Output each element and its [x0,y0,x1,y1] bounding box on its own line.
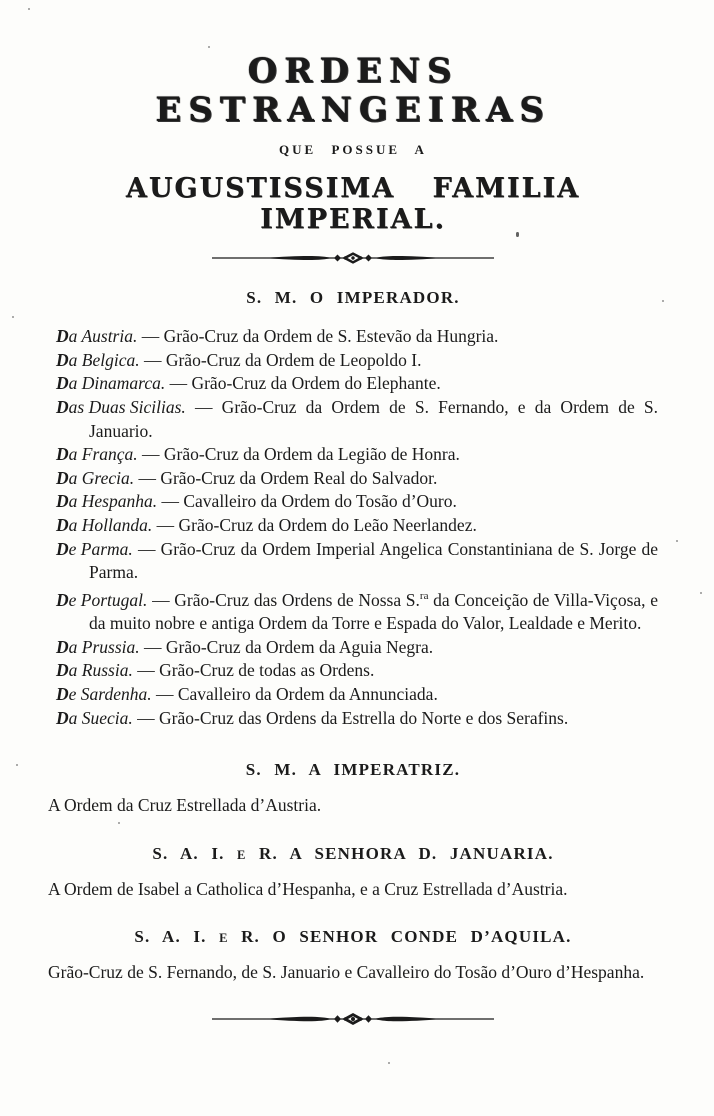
diamond-rule-icon [208,250,498,266]
country-label: Da Austria. [56,326,138,347]
ink-speck [700,592,702,594]
order-entry-portugal [56,585,658,636]
order-description: — Grão-Cruz da Ordem de S. Estevão da Hungria. [141,326,499,347]
country-label: De Sardenha. [56,683,152,704]
order-entry-austria [56,325,658,349]
order-description-post: da Conceição de Villa-Viçosa, e da muito nobre e antiga Ordem da Torre e Espada do Valor, Lealdade e Merito. [89,589,658,634]
order-entry-suecia [56,707,658,731]
section-conde-aquila [48,927,658,985]
divider-ornament-top [48,250,658,266]
heading-part: R. O SENHOR CONDE D’AQUILA. [241,927,572,947]
country-label: Da Prussia. [56,636,140,657]
country-label: Da Hollanda. [56,514,153,535]
order-description: — Grão-Cruz da Ordem do Elephante. [169,373,441,394]
section-heading-imperatriz: S. M. A IMPERATRIZ. [245,760,461,780]
country-label: De Parma. [56,538,133,559]
section-heading-conde-aquila [48,927,658,947]
order-description: — Grão-Cruz da Ordem da Legião de Honra. [142,444,460,465]
page-subtitle: QUE POSSUE A [279,142,427,158]
page-header [48,52,658,266]
order-entry-hollanda [56,514,658,538]
section-imperador [48,288,658,730]
order-description: — Grão-Cruz das Ordens da Estrella do Norte e dos Serafins. [137,707,569,728]
order-entry-sardenha [56,683,658,707]
ink-speck [388,1062,390,1064]
order-description: — Grão-Cruz da Ordem de S. Fernando, e da Ordem de S. Januario. [89,396,659,441]
ink-speck [516,232,519,237]
order-description [89,590,658,634]
ink-speck [16,764,18,766]
ink-speck [118,822,120,824]
order-description: — Grão-Cruz da Ordem Real do Salvador. [138,467,438,488]
country-label: Das Duas Sicilias. [56,396,186,417]
page-title: ORDENS ESTRANGEIRAS [155,51,551,131]
country-label: De Portugal. [56,589,148,610]
order-entry-grecia [56,467,658,491]
ink-speck [676,540,678,542]
order-entry-russia [56,659,658,683]
section-imperatriz [48,760,658,818]
ink-speck [662,300,664,302]
heading-small-e: E [219,931,229,946]
country-label: Da Belgica. [56,349,140,370]
divider-ornament-bottom [48,1011,658,1027]
order-entry-dinamarca [56,372,658,396]
ink-speck [12,316,14,318]
order-entry-franca [56,443,658,467]
order-description: — Grão-Cruz da Ordem de Leopoldo I. [143,349,422,370]
country-label: Da Grecia. [56,467,135,488]
heading-part: S. A. I. [152,843,225,863]
order-description: — Grão-Cruz de todas as Ordens. [137,660,375,681]
order-description: — Cavalleiro da Ordem do Tosão d’Ouro. [161,491,457,512]
order-description: — Cavalleiro da Ordem da Annunciada. [155,683,438,704]
order-description: — Grão-Cruz da Ordem Imperial Angelica Constantiniana de S. Jorge de Parma. [89,538,659,583]
country-label: Da Suecia. [56,707,133,728]
country-label: Da Russia. [56,660,133,681]
ink-speck [28,8,30,10]
section-januaria [48,844,658,902]
order-entry-belgica [56,349,658,373]
order-description: — Grão-Cruz da Ordem do Leão Neerlandez. [156,514,477,535]
januaria-orders-text: A Ordem de Isabel a Catholica d’Hespanha, e a Cruz Estrellada d’Austria. [48,878,568,899]
ink-speck [208,46,210,48]
order-entry-prussia [56,636,658,660]
section-heading-imperador: S. M. O IMPERADOR. [246,288,460,308]
order-description-pre: — Grão-Cruz das Ordens de Nossa S. [152,589,420,610]
country-label: Da Hespanha. [56,491,158,512]
conde-aquila-orders-text: Grão-Cruz de S. Fernando, de S. Januario e Cavalleiro do Tosão d’Ouro d’Hespanha. [48,962,645,983]
heading-part: R. A SENHORA D. JANUARIA. [259,843,554,863]
order-entry-parma [56,538,658,585]
order-entry-hespanha [56,490,658,514]
country-label: Da Dinamarca. [56,373,166,394]
section-heading-januaria [48,844,658,864]
order-description: — Grão-Cruz da Ordem da Aguia Negra. [144,636,434,657]
heading-small-e: E [237,847,247,862]
diamond-rule-icon [208,1011,498,1027]
orders-list [48,325,658,730]
family-title: AUGUSTISSIMA FAMILIA IMPERIAL. [125,173,581,236]
imperatriz-orders-text: A Ordem da Cruz Estrellada d’Austria. [48,795,322,816]
superscript-abbreviation: ra [419,589,429,602]
country-label: Da França. [56,444,138,465]
order-entry-duas-sicilias [56,396,658,443]
heading-part: S. A. I. [134,927,207,947]
